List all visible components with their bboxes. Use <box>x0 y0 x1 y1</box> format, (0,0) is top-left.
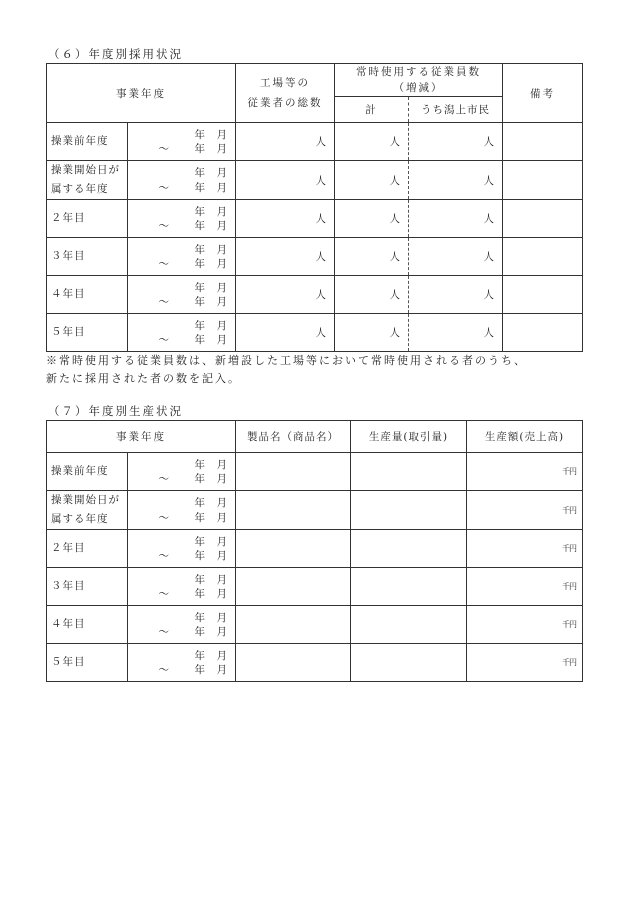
regular-local-cell[interactable]: 人 <box>409 238 503 276</box>
amount-cell[interactable]: 千円 <box>467 530 583 568</box>
table-row <box>47 491 583 530</box>
amount-cell[interactable]: 千円 <box>467 453 583 491</box>
row-label: ２年目 <box>47 530 128 568</box>
regular-local-cell[interactable]: 人 <box>409 314 503 352</box>
table-row <box>47 123 583 161</box>
period-cell: 年 月 ～ 年 月 <box>128 276 236 314</box>
row-label: ５年目 <box>47 644 128 682</box>
table-row <box>47 568 583 606</box>
header-total-employees: 工場等の 従業者の総数 <box>236 64 335 123</box>
period-cell: 年 月 ～ 年 月 <box>128 491 236 530</box>
table-row <box>47 161 583 200</box>
section6-title: （６）年度別採用状況 <box>48 47 183 61</box>
volume-cell[interactable] <box>351 644 467 682</box>
remarks-cell[interactable] <box>503 123 583 161</box>
production-table <box>46 420 583 682</box>
amount-cell[interactable]: 千円 <box>467 606 583 644</box>
row-label: ３年目 <box>47 568 128 606</box>
product-cell[interactable] <box>236 568 351 606</box>
regular-total-cell[interactable]: 人 <box>335 238 409 276</box>
row-label: ３年目 <box>47 238 128 276</box>
total-employees-cell[interactable]: 人 <box>236 123 335 161</box>
period-cell: 年 月 ～ 年 月 <box>128 314 236 352</box>
row-label: 操業開始日が 属する年度 <box>47 161 128 200</box>
header-volume: 生産量(取引量) <box>351 421 467 453</box>
remarks-cell[interactable] <box>503 200 583 238</box>
total-employees-cell[interactable]: 人 <box>236 238 335 276</box>
table-row <box>47 314 583 352</box>
volume-cell[interactable] <box>351 530 467 568</box>
volume-cell[interactable] <box>351 606 467 644</box>
regular-total-cell[interactable]: 人 <box>335 276 409 314</box>
table-row <box>47 200 583 238</box>
period-cell: 年 月 ～ 年 月 <box>128 530 236 568</box>
period-cell: 年 月 ～ 年 月 <box>128 238 236 276</box>
remarks-cell[interactable] <box>503 276 583 314</box>
regular-local-cell[interactable]: 人 <box>409 276 503 314</box>
volume-cell[interactable] <box>351 568 467 606</box>
hiring-note: ※常時使用する従業員数は、新増設した工場等において常時使用される者のうち、 新たに採用された者の数を記入。 <box>46 354 527 385</box>
table-row <box>47 530 583 568</box>
regular-local-cell[interactable]: 人 <box>409 123 503 161</box>
regular-local-cell[interactable]: 人 <box>409 200 503 238</box>
total-employees-cell[interactable]: 人 <box>236 314 335 352</box>
row-label: 操業前年度 <box>47 453 128 491</box>
header-remarks: 備考 <box>503 64 583 123</box>
row-label: ４年目 <box>47 606 128 644</box>
row-label: ２年目 <box>47 200 128 238</box>
header-sub-total: 計 <box>335 97 409 123</box>
header-sub-local: うち潟上市民 <box>409 97 503 123</box>
regular-total-cell[interactable]: 人 <box>335 314 409 352</box>
period-cell: 年 月 ～ 年 月 <box>128 161 236 200</box>
volume-cell[interactable] <box>351 491 467 530</box>
table-row <box>47 453 583 491</box>
table-row <box>47 606 583 644</box>
remarks-cell[interactable] <box>503 314 583 352</box>
period-cell: 年 月 ～ 年 月 <box>128 200 236 238</box>
header-product: 製品名（商品名） <box>236 421 351 453</box>
header-amount: 生産額(売上高) <box>467 421 583 453</box>
row-label: 操業前年度 <box>47 123 128 161</box>
product-cell[interactable] <box>236 453 351 491</box>
regular-total-cell[interactable]: 人 <box>335 200 409 238</box>
remarks-cell[interactable] <box>503 161 583 200</box>
total-employees-cell[interactable]: 人 <box>236 276 335 314</box>
regular-total-cell[interactable]: 人 <box>335 123 409 161</box>
total-employees-cell[interactable]: 人 <box>236 200 335 238</box>
row-label: ４年目 <box>47 276 128 314</box>
row-label: 操業開始日が 属する年度 <box>47 491 128 530</box>
period-cell: 年 月 ～ 年 月 <box>128 644 236 682</box>
amount-cell[interactable]: 千円 <box>467 644 583 682</box>
row-label: ５年目 <box>47 314 128 352</box>
period-cell: 年 月 ～ 年 月 <box>128 568 236 606</box>
regular-local-cell[interactable]: 人 <box>409 161 503 200</box>
amount-cell[interactable]: 千円 <box>467 491 583 530</box>
product-cell[interactable] <box>236 606 351 644</box>
header-fiscal-year-7: 事業年度 <box>47 421 236 453</box>
product-cell[interactable] <box>236 530 351 568</box>
section7-title: （７）年度別生産状況 <box>48 404 183 418</box>
period-cell: 年 月 ～ 年 月 <box>128 123 236 161</box>
total-employees-cell[interactable]: 人 <box>236 161 335 200</box>
volume-cell[interactable] <box>351 453 467 491</box>
table-row <box>47 276 583 314</box>
hiring-table <box>46 63 583 352</box>
header-fiscal-year: 事業年度 <box>47 64 236 123</box>
header-regular-employees: 常時使用する従業員数 （増減） <box>335 64 503 97</box>
period-cell: 年 月 ～ 年 月 <box>128 606 236 644</box>
amount-cell[interactable]: 千円 <box>467 568 583 606</box>
table-row <box>47 644 583 682</box>
product-cell[interactable] <box>236 491 351 530</box>
regular-total-cell[interactable]: 人 <box>335 161 409 200</box>
remarks-cell[interactable] <box>503 238 583 276</box>
period-cell: 年 月 ～ 年 月 <box>128 453 236 491</box>
table-row <box>47 238 583 276</box>
product-cell[interactable] <box>236 644 351 682</box>
